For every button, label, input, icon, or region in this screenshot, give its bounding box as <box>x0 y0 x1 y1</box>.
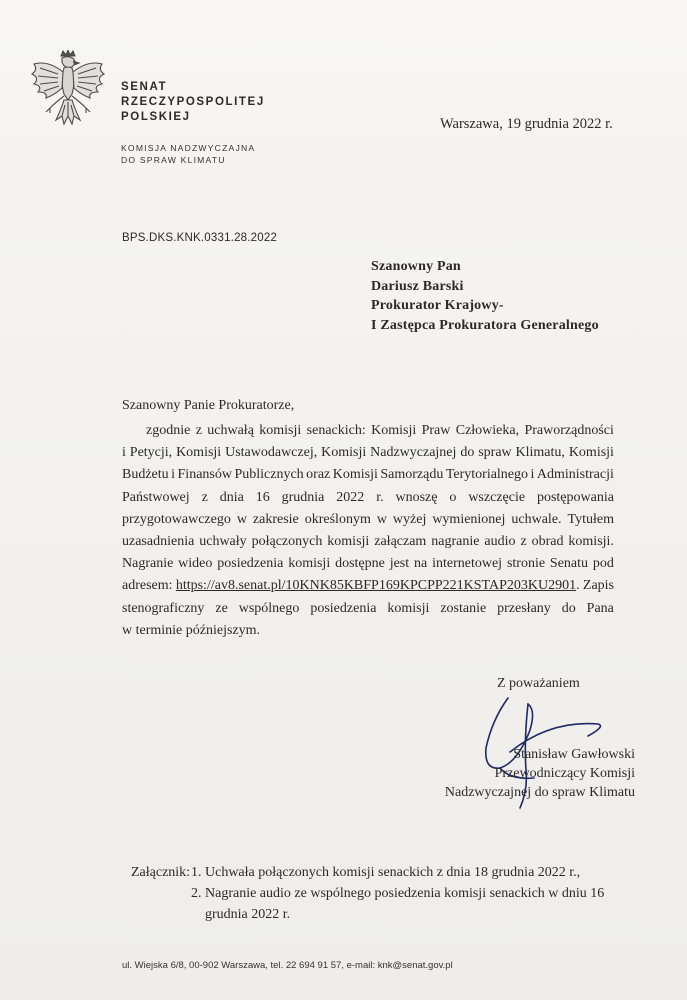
body-word: załączam <box>374 534 427 550</box>
closing: Z poważaniem <box>497 676 580 691</box>
signer-title: Nadzwyczajnej do spraw Klimatu <box>444 785 635 800</box>
body-word: uchwały <box>199 534 247 550</box>
signer-block <box>420 745 635 802</box>
body-text: adresem: <box>122 578 173 594</box>
addressee-line: Szanowny Pan <box>371 259 461 274</box>
body-word: z <box>201 489 208 505</box>
letter-body <box>122 420 614 642</box>
body-line <box>122 598 614 620</box>
body-word: posiedzenia <box>310 600 377 616</box>
body-line <box>122 420 614 442</box>
body-word: uchwale. <box>511 511 562 527</box>
addressee-block <box>371 257 599 335</box>
body-word: oraz <box>306 467 331 483</box>
body-word: posiedzenia <box>217 556 284 572</box>
body-word: Komisji <box>332 467 378 483</box>
attachments-label: Załącznik: <box>131 865 191 880</box>
body-word: wymienionej <box>432 511 506 527</box>
body-line <box>122 531 614 553</box>
body-word: Klimatu, <box>515 445 565 461</box>
body-word: wszczęcie <box>468 489 526 505</box>
addressee-line: Dariusz Barski <box>371 278 464 294</box>
body-word: wnoszę <box>395 489 438 505</box>
body-word: zgodnie <box>146 423 191 438</box>
body-word: Finansów <box>177 467 232 483</box>
attachment-number: 2. <box>191 886 202 901</box>
body-word: zostanie <box>440 600 487 616</box>
addressee-line: I Zastępca Prokuratora Generalnego <box>371 317 599 333</box>
body-word: Administracji <box>536 467 614 483</box>
body-word: 2022 <box>336 489 365 505</box>
body-word: senackich: <box>306 423 366 438</box>
body-word: pod <box>592 556 614 572</box>
body-word: audio <box>484 534 516 550</box>
body-word: Komisji <box>176 445 222 461</box>
body-word: w <box>376 511 387 527</box>
body-word: Komisji <box>371 423 417 438</box>
body-word: komisji <box>288 556 331 572</box>
body-word: ze <box>215 600 228 616</box>
body-line <box>122 487 614 509</box>
body-word: na <box>414 556 428 572</box>
body-word: stronie <box>506 556 546 572</box>
body-word: z <box>520 534 527 550</box>
body-word: o <box>449 489 457 505</box>
body-word: komisji <box>327 534 370 550</box>
body-word: i <box>122 445 126 461</box>
body-line <box>122 442 614 464</box>
footer-contact: ul. Wiejska 6/8, 00-902 Warszawa, tel. 22 694 91 57, e-mail: knk@senat.gov.pl <box>122 960 453 971</box>
body-word: stenograficzny <box>122 600 205 616</box>
body-word: wspólnego <box>238 600 300 616</box>
body-word: przygotowawczego <box>122 511 231 527</box>
body-word: dostępne <box>335 556 385 572</box>
attachment-number: 1. <box>191 865 202 880</box>
body-word: uzasadnienia <box>122 534 195 550</box>
body-word: Komisji <box>321 445 367 461</box>
body-word: wideo <box>178 556 213 572</box>
body-word: postępowania <box>536 489 614 505</box>
body-word: nagranie <box>431 534 480 550</box>
body-word: do <box>561 600 576 616</box>
body-word: Praworządności <box>524 423 614 438</box>
attachment-item <box>131 862 604 883</box>
body-word: z <box>195 423 202 438</box>
body-word: dnia <box>219 489 244 505</box>
body-word: Senatu <box>549 556 589 572</box>
body-word: i <box>171 467 176 483</box>
body-word: do <box>460 445 475 461</box>
institution-line: SENAT <box>121 81 168 93</box>
senate-video-link[interactable]: https://av8.senat.pl/10KNK85KBFP169KPCPP221KSTAP203KU2901 <box>175 578 577 594</box>
committee-name <box>121 143 255 166</box>
attachments <box>131 862 604 925</box>
attachment-item <box>131 883 604 904</box>
body-word: r. <box>376 489 384 505</box>
body-word: grudnia <box>281 489 325 505</box>
place-date: Warszawa, 19 grudnia 2022 r. <box>440 116 613 132</box>
addressee-line: Prokurator Krajowy- <box>371 298 504 313</box>
body-word: Budżetu <box>122 467 169 483</box>
body-word: internetowej <box>432 556 503 572</box>
institution-name <box>121 80 265 125</box>
body-word: wyżej <box>392 511 427 527</box>
attachment-text: grudnia 2022 r. <box>205 907 291 922</box>
body-word: spraw <box>478 445 512 461</box>
body-word: jest <box>389 556 410 572</box>
body-word: komisji <box>259 423 302 438</box>
body-word: komisji. <box>568 534 614 550</box>
body-word: połączonych <box>251 534 323 550</box>
body-word: Tytułem <box>567 511 614 527</box>
polish-eagle-emblem <box>28 50 108 136</box>
body-line-with-link <box>122 575 614 597</box>
body-text: w terminie późniejszym. <box>122 622 261 638</box>
signer-name: Stanisław Gawłowski <box>513 747 635 762</box>
committee-line: KOMISJA NADZWYCZAJNA <box>121 143 256 153</box>
body-word: przesłany <box>497 600 551 616</box>
body-word: Samorządu <box>380 467 444 483</box>
body-text: . <box>576 578 580 594</box>
body-line <box>122 620 614 642</box>
attachment-text: Uchwała połączonych komisji senackich z dnia 18 grudnia 2022 r., <box>205 865 581 880</box>
attachment-text: Nagranie audio ze wspólnego posiedzenia komisji senackich w dniu 16 <box>205 886 605 901</box>
body-word: Publicznych <box>234 467 304 483</box>
body-line <box>122 464 614 486</box>
body-word: Terytorialnego <box>445 467 529 483</box>
body-word: Człowieka, <box>455 423 520 438</box>
institution-line: RZECZYPOSPOLITEJ <box>121 96 265 108</box>
committee-line: DO SPRAW KLIMATU <box>121 154 226 165</box>
body-text: Zapis <box>582 578 614 594</box>
institution-line: POLSKIEJ <box>121 111 191 123</box>
body-word: komisji <box>387 600 430 616</box>
body-word: Komisji <box>568 445 614 461</box>
body-word: Praw <box>421 423 451 438</box>
body-word: Nagranie <box>122 556 174 572</box>
body-word: i <box>530 467 535 483</box>
signer-title: Przewodniczący Komisji <box>494 766 635 781</box>
reference-number: BPS.DKS.KNK.0331.28.2022 <box>122 232 278 244</box>
body-word: Petycji, <box>129 445 173 461</box>
body-word: określonym <box>304 511 371 527</box>
body-line <box>122 509 614 531</box>
body-word: zakresie <box>252 511 299 527</box>
body-word: Nadzwyczajnej <box>370 445 457 461</box>
body-word: Pana <box>586 600 614 616</box>
body-word: 16 <box>255 489 270 505</box>
body-word: w <box>236 511 247 527</box>
attachment-continuation <box>131 904 604 925</box>
body-line <box>122 553 614 575</box>
body-word: Ustawodawczej, <box>225 445 318 461</box>
body-word: Państwowej <box>122 489 190 505</box>
body-word: obrad <box>531 534 564 550</box>
salutation: Szanowny Panie Prokuratorze, <box>122 398 295 413</box>
body-word: uchwałą <box>207 423 254 438</box>
